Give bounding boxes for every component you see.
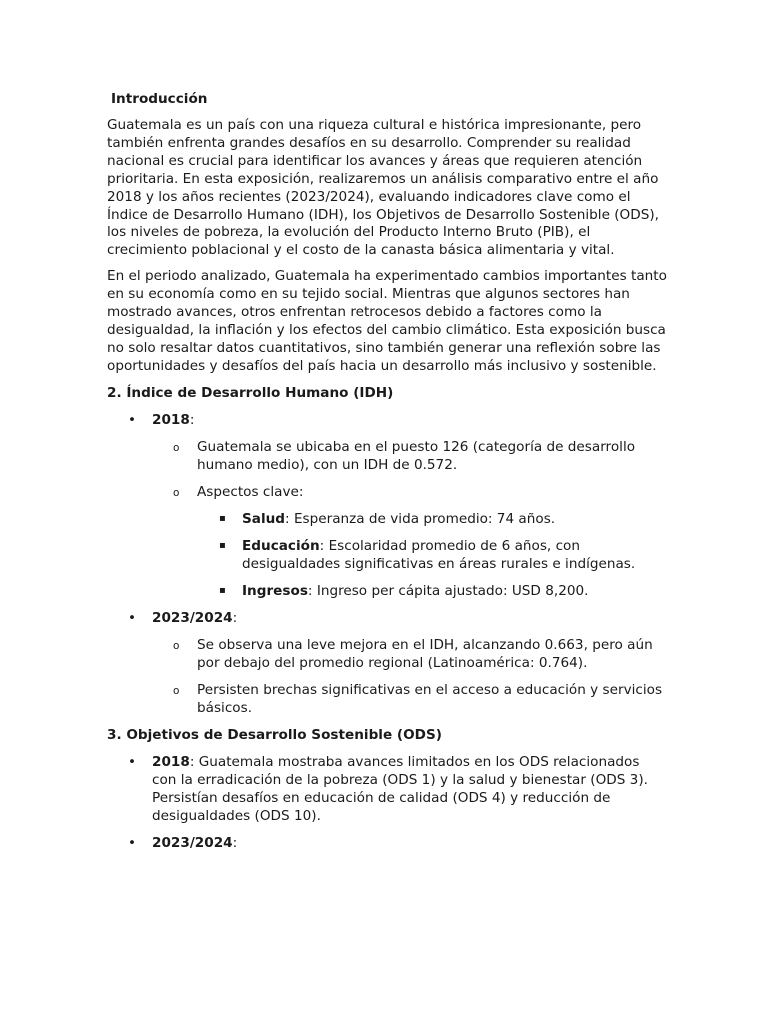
- idh-2018-item: [107, 411, 668, 600]
- aspect-ingresos-label: Ingresos: [242, 582, 308, 599]
- idh-2023-item: [107, 609, 668, 717]
- aspect-educacion-text: : Escolaridad promedio de 6 años, con desigualdades significativas en áreas rurales e indígenas.: [242, 537, 636, 572]
- aspect-educacion: [197, 537, 668, 573]
- idh-list: [107, 411, 668, 717]
- ods-2023-item: [107, 834, 668, 852]
- idh-2018-sublist: [152, 438, 668, 600]
- ods-2018-label: 2018: [152, 753, 190, 770]
- key-aspects-label: Aspectos clave:: [197, 483, 304, 500]
- idh-2018-colon: :: [189, 411, 195, 428]
- ods-2018-text: : Guatemala mostraba avances limitados en los ODS relacionados con la erradicación de la pobreza (ODS 1) y la salud y bienestar (ODS 3). Persistían desafíos en educación de calidad (ODS 4) y reducción de desigualdades (ODS 10).: [152, 753, 648, 824]
- idh-2023-gaps: o Persisten brechas significativas en el acceso a educación y servicios básicos.: [152, 681, 668, 717]
- ods-2018-item: [107, 753, 668, 825]
- idh-2023-improvement: o Se observa una leve mejora en el IDH, alcanzando 0.663, pero aún por debajo del promedio regional (Latinoamérica: 0.764).: [152, 636, 668, 672]
- idh-2023-label: 2023/2024: [152, 609, 233, 626]
- aspect-ingresos: [197, 582, 668, 600]
- intro-paragraph-2: En el periodo analizado, Guatemala ha experimentado cambios importantes tanto en su economía como en su tejido social. Mientras que algunos sectores han mostrado avances, otros enfrentan retrocesos debido a factores como la desigualdad, la inflación y los efectos del cambio climático. Esta exposición busca no solo resaltar datos cuantitativos, sino también generar una reflexión sobre las oportunidades y desafíos del país hacia un desarrollo más inclusivo y sostenible.: [107, 268, 667, 374]
- idh-2018-key-aspects: [152, 483, 668, 600]
- idh-2018-label: 2018: [152, 411, 190, 428]
- aspect-educacion-label: Educación: [242, 537, 320, 554]
- key-aspects-list: [197, 510, 668, 600]
- ods-2023-colon: :: [232, 834, 238, 851]
- ods-2023-label: 2023/2024: [152, 834, 233, 851]
- idh-2023-colon: :: [232, 609, 238, 626]
- intro-title: Introducción: [111, 91, 208, 107]
- ods-heading: 3. Objetivos de Desarrollo Sostenible (ODS): [107, 726, 442, 743]
- idh-2018-rank: o Guatemala se ubicaba en el puesto 126 (categoría de desarrollo humano medio), con un IDH de 0.572.: [152, 438, 668, 474]
- aspect-salud: [197, 510, 668, 528]
- ods-list: [107, 753, 668, 852]
- aspect-salud-label: Salud: [242, 510, 286, 527]
- idh-heading: 2. Índice de Desarrollo Humano (IDH): [107, 384, 394, 401]
- intro-paragraph-1: Guatemala es un país con una riqueza cultural e histórica impresionante, pero también enfrenta grandes desafíos en su desarrollo. Comprender su realidad nacional es crucial para identificar los avances y áreas que requieren atención prioritaria. En esta exposición, realizaremos un análisis comparativo entre el año 2018 y los años recientes (2023/2024), evaluando indicadores clave como el Índice de Desarrollo Humano (IDH), los Objetivos de Desarrollo Sostenible (ODS), los niveles de pobreza, la evolución del Producto Interno Bruto (PIB), el crecimiento poblacional y el costo de la canasta básica alimentaria y vital.: [107, 117, 659, 259]
- aspect-salud-text: : Esperanza de vida promedio: 74 años.: [285, 510, 556, 527]
- idh-2023-sublist: [152, 636, 668, 717]
- aspect-ingresos-text: : Ingreso per cápita ajustado: USD 8,200.: [307, 582, 589, 599]
